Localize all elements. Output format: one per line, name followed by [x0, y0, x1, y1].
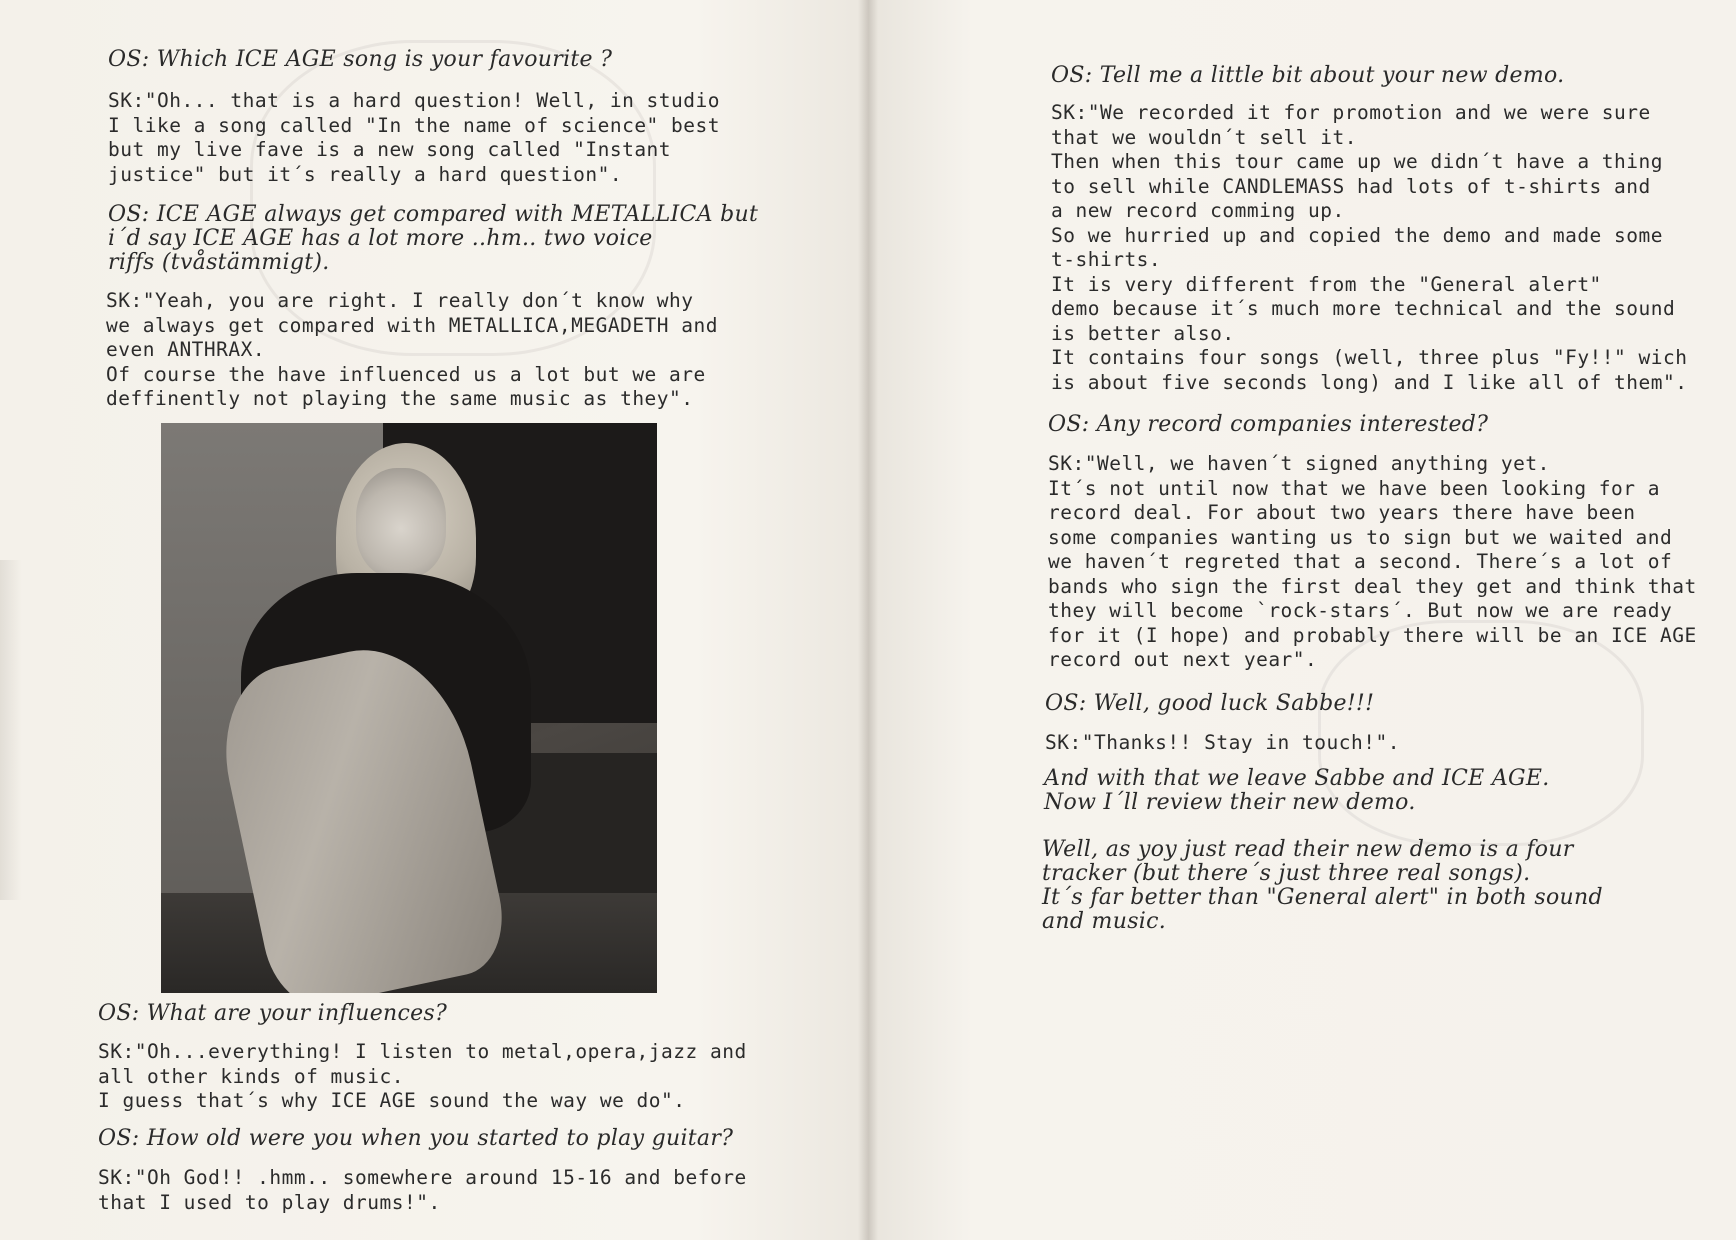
- answer-thanks: SK:"Thanks!! Stay in touch!".: [1045, 731, 1400, 754]
- answer-influences: SK:"Oh...everything! I listen to metal,opera,jazz and all other kinds of music. I guess that´s why ICE AGE sound the way we do".: [98, 1040, 747, 1112]
- answer-metallica-comparison: SK:"Yeah, you are right. I really don´t know why we always get compared with METALLICA,MEGADETH and even ANTHRAX. Of course the have influenced us a lot but we are deffinently not playing the same music as they".: [106, 289, 718, 410]
- question-good-luck: OS: Well, good luck Sabbe!!!: [1045, 691, 1375, 716]
- answer-new-demo: SK:"We recorded it for promotion and we were sure that we wouldn´t sell it. Then when this tour came up we didn´t have a thing to sell while CANDLEMASS had lots of t-shirts and a new record comming up. So we hurried up and copied the demo and made some t-shirts. It is very different from the "General alert" demo because it´s much more technical and the sound is better also. It contains four songs (well, three plus "Fy!!" wich is about five seconds long) and I like all of them".: [1051, 101, 1688, 394]
- question-new-demo: OS: Tell me a little bit about your new demo.: [1051, 63, 1565, 88]
- right-page: [868, 0, 1736, 1240]
- page-fold-shadow: [0, 560, 22, 900]
- question-guitar-age: OS: How old were you when you started to play guitar?: [98, 1126, 734, 1151]
- question-record-companies: OS: Any record companies interested?: [1048, 412, 1489, 437]
- question-metallica-comparison: OS: ICE AGE always get compared with METALLICA but i´d say ICE AGE has a lot more ..hm.. two voice riffs (tvåstämmigt).: [108, 202, 759, 275]
- answer-record-companies: SK:"Well, we haven´t signed anything yet. It´s not until now that we have been looking for a record deal. For about two years there have been some companies wanting us to sign but we waited and we haven´t regreted that a second. There´s a lot of bands who sign the first deal they get and think that they will become `rock-stars´. But now we are ready for it (I hope) and probably there will be an ICE AGE record out next year".: [1048, 452, 1697, 671]
- demo-review-intro: Well, as yoy just read their new demo is a four tracker (but there´s just three real songs). It´s far better than "General alert" in both sound and music.: [1042, 837, 1603, 934]
- guitarist-photo: [161, 423, 657, 993]
- outro-leave-sabbe: And with that we leave Sabbe and ICE AGE. Now I´ll review their new demo.: [1044, 766, 1550, 815]
- question-influences: OS: What are your influences?: [98, 1001, 448, 1026]
- answer-favourite-song: SK:"Oh... that is a hard question! Well, in studio I like a song called "In the name of science" best but my live fave is a new song called "Instant justice" but it´s really a hard question".: [108, 89, 720, 186]
- question-favourite-song: OS: Which ICE AGE song is your favourite ?: [108, 47, 613, 72]
- answer-guitar-age: SK:"Oh God!! .hmm.. somewhere around 15-16 and before that I used to play drums!".: [98, 1166, 747, 1214]
- book-gutter: [858, 0, 878, 1240]
